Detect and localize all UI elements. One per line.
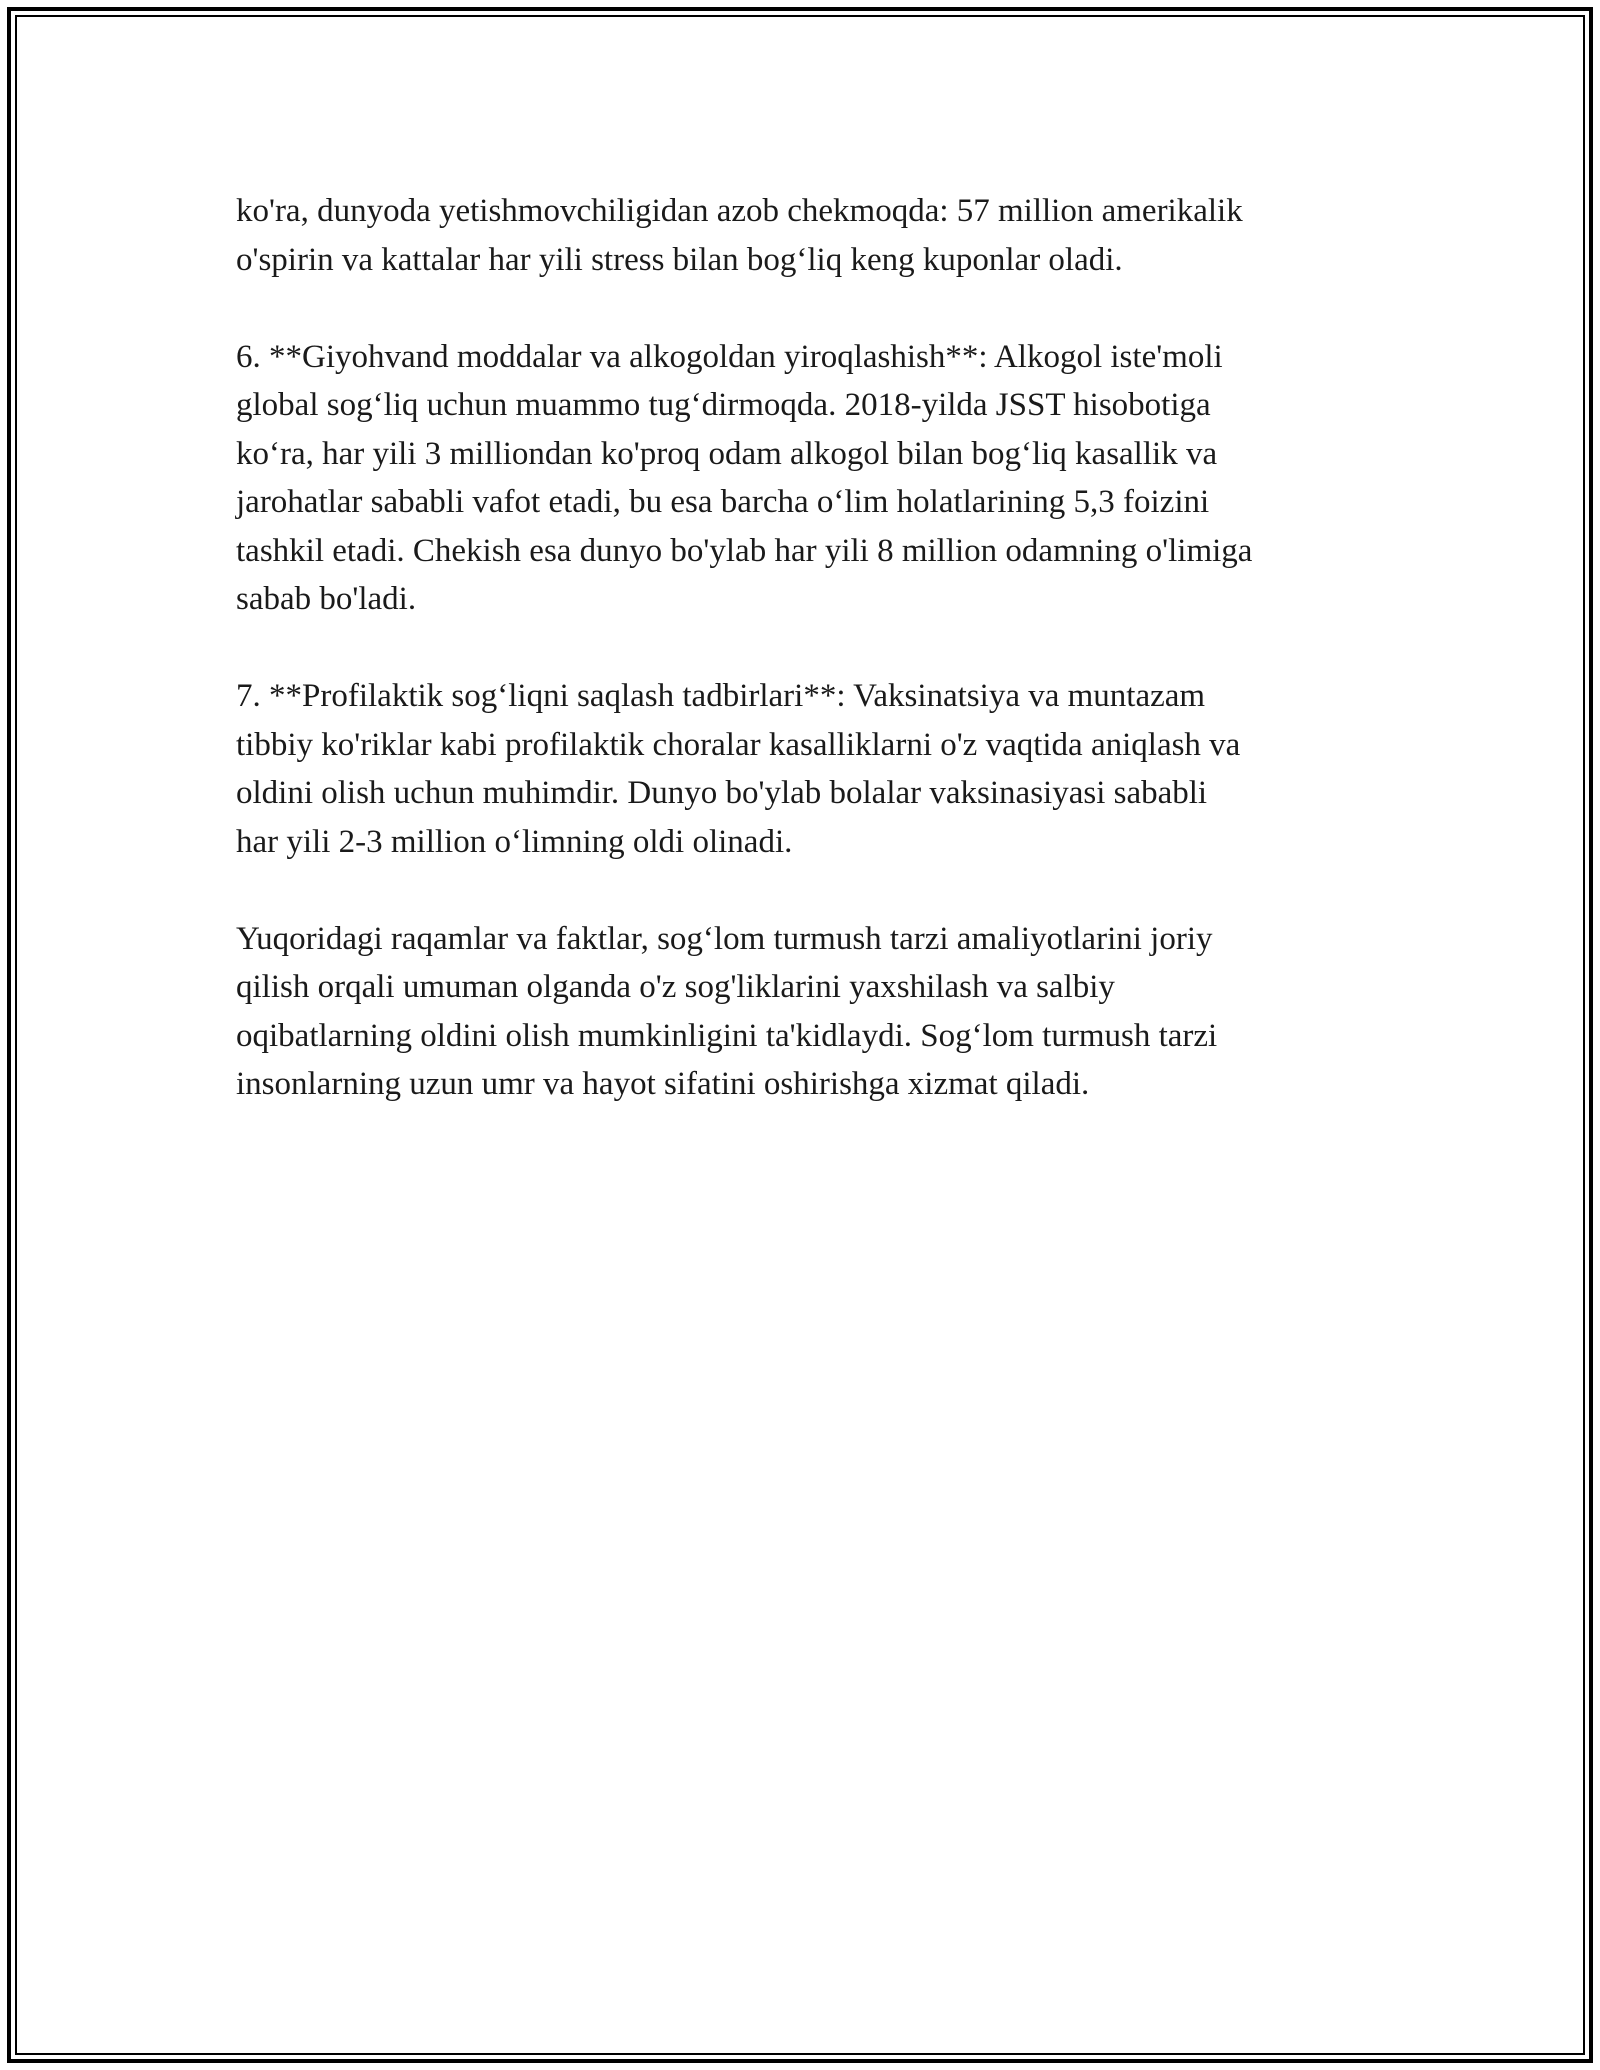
text-line: o'spirin va kattalar har yili stress bilan bog‘liq keng kuponlar oladi.	[236, 241, 1123, 278]
text-line: jarohatlar sababli vafot etadi, bu esa barcha o‘lim holatlarining 5,3 foizini	[236, 484, 1210, 520]
paragraph-conclusion	[236, 915, 1376, 1109]
text-line: 6. **Giyohvand moddalar va alkogoldan yiroqlashish**: Alkogol iste'moli	[236, 338, 1223, 375]
text-line: sabab bo'ladi.	[236, 581, 417, 617]
text-line: oldini olish uchun muhimdir. Dunyo bo'ylab bolalar vaksinasiyasi sababli	[236, 775, 1208, 811]
text-line: Yuqoridagi raqamlar va faktlar, sog‘lom turmush tarzi amaliyotlarini joriy	[236, 920, 1213, 957]
text-line: qilish orqali umuman olganda o'z sog'liklarini yaxshilash va salbiy	[236, 969, 1115, 1005]
text-line: har yili 2-3 million o‘limning oldi olinadi.	[236, 823, 793, 860]
text-line: tibbiy ko'riklar kabi profilaktik choralar kasalliklarni o'z vaqtida aniqlash va	[236, 726, 1241, 763]
paragraph-item-7	[236, 672, 1376, 866]
paragraph-continuation	[236, 187, 1376, 284]
text-line: oqibatlarning oldini olish mumkinligini ta'kidlaydi. Sog‘lom turmush tarzi	[236, 1017, 1218, 1054]
text-line: global sog‘liq uchun muammo tug‘dirmoqda. 2018-yilda JSST hisobotiga	[236, 387, 1211, 423]
text-line: ko'ra, dunyoda yetishmovchiligidan azob chekmoqda: 57 million amerikalik	[236, 193, 1243, 229]
text-line: 7. **Profilaktik sog‘liqni saqlash tadbirlari**: Vaksinatsiya va muntazam	[236, 678, 1206, 714]
text-line: insonlarning uzun umr va hayot sifatini oshirishga xizmat qiladi.	[236, 1066, 1090, 1102]
paragraph-item-6	[236, 333, 1376, 624]
text-line: tashkil etadi. Chekish esa dunyo bo'ylab har yili 8 million odamning o'limiga	[236, 532, 1253, 569]
text-line: ko‘ra, har yili 3 milliondan ko'proq odam alkogol bilan bog‘liq kasallik va	[236, 435, 1218, 472]
document-body	[236, 187, 1376, 1157]
